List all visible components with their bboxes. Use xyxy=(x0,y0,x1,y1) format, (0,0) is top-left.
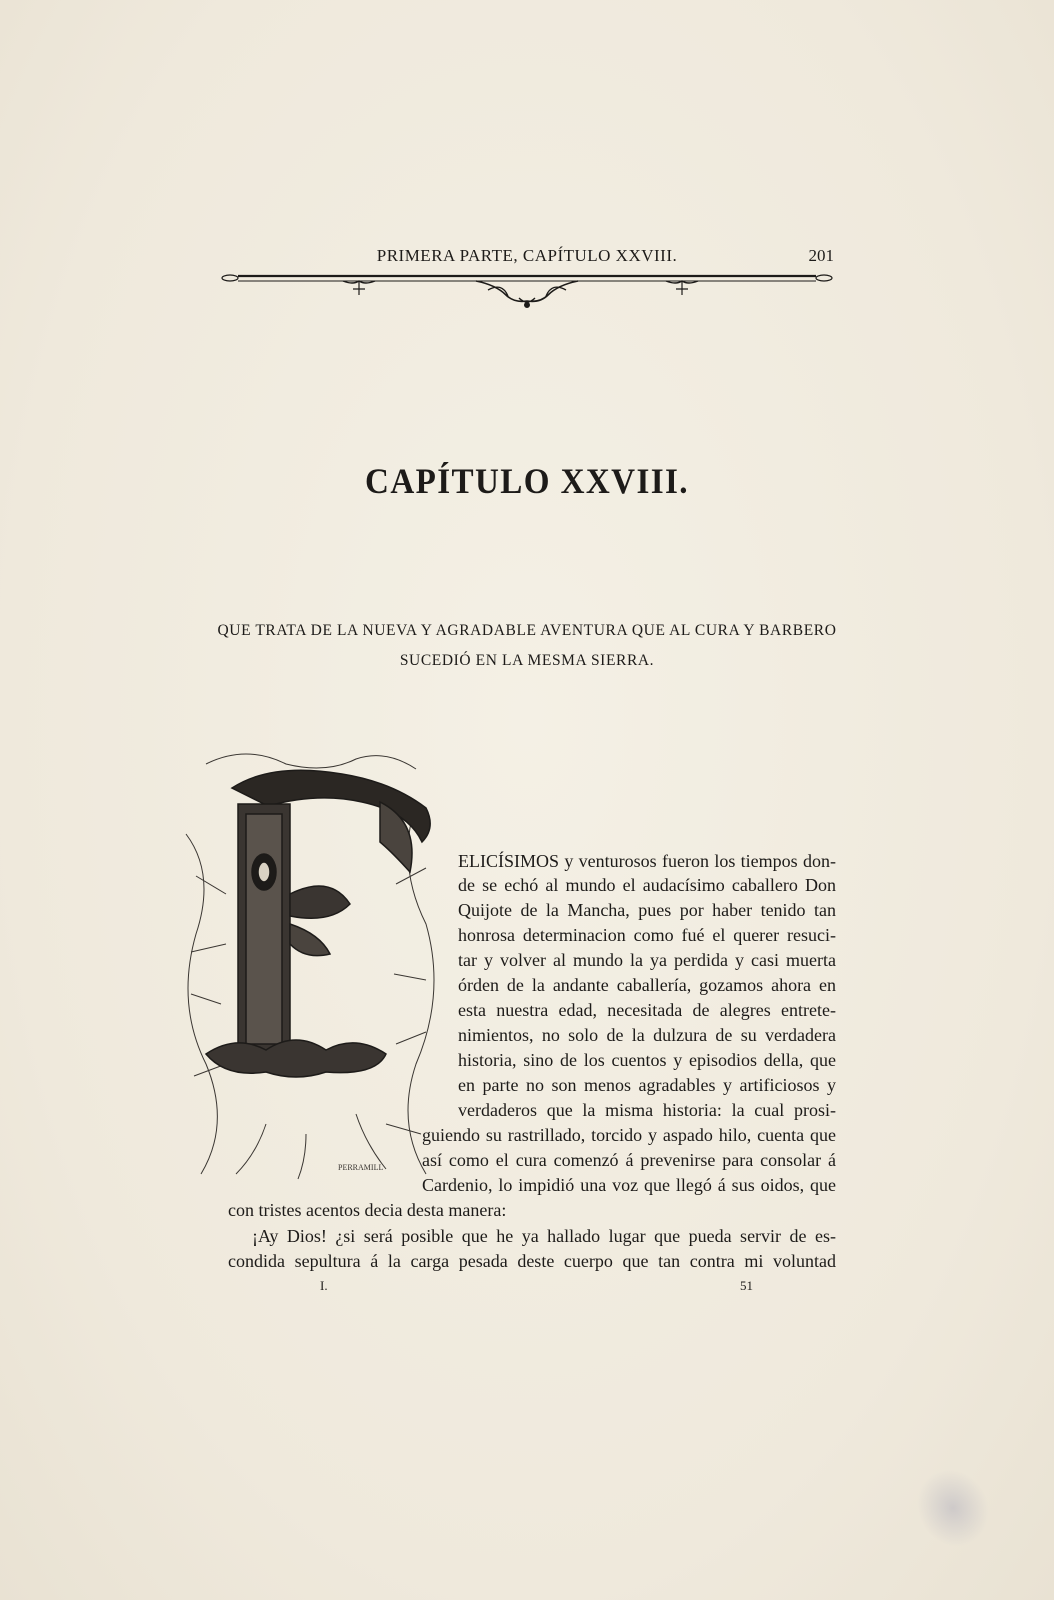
gathering-number: 51 xyxy=(740,1278,753,1293)
chapter-title: CAPÍTULO XXVIII. xyxy=(365,461,689,501)
body-line: historia, sino de los cuentos y episodios della, que xyxy=(458,1050,836,1070)
body-line: condida sepultura á la carga pesada deste cuerpo que tan contra mi voluntad xyxy=(228,1251,836,1271)
body-line: verdaderos que la misma historia: la cual prosi- xyxy=(458,1100,836,1120)
page-number: 201 xyxy=(808,246,834,265)
body-line: nimientos, no solo de la dulzura de su verdadera xyxy=(458,1025,836,1045)
body-line: tar y volver al mundo la ya perdida y casi muerta xyxy=(458,950,836,970)
body-line: guiendo su rastrillado, torcido y aspado hilo, cuenta que xyxy=(422,1125,836,1145)
body-line: con tristes acentos decia desta manera: xyxy=(228,1200,507,1220)
signature-mark: I. xyxy=(320,1278,328,1293)
subtitle-line: QUE TRATA DE LA NUEVA Y AGRADABLE AVENTURA QUE AL CURA Y BARBERO xyxy=(217,622,837,639)
body-line: ELICÍSIMOS y venturosos fueron los tiempos don- xyxy=(458,851,836,871)
paper-stain xyxy=(903,1456,1004,1560)
running-head-title: PRIMERA PARTE, CAPÍTULO XXVIII. xyxy=(376,246,678,265)
running-head xyxy=(220,246,834,270)
body-line: honrosa determinacion como fué el querer resuci- xyxy=(458,925,836,945)
chapter-subtitle xyxy=(200,616,854,676)
body-line: esta nuestra edad, necesitada de alegres entrete- xyxy=(458,1000,836,1020)
body-line: en parte no son menos agradables y artificiosos y xyxy=(458,1075,836,1095)
body-line: Quijote de la Mancha, pues por haber tenido tan xyxy=(458,900,836,920)
body-line: así como el cura comenzó á prevenirse para consolar á xyxy=(422,1150,836,1170)
decorated-initial-illustration xyxy=(166,744,450,1190)
illustrator-signature: PERRAMILL xyxy=(338,1163,384,1172)
body-line: de se echó al mundo el audacísimo caballero Don xyxy=(458,875,836,895)
subtitle-line: SUCEDIÓ EN LA MESMA SIERRA. xyxy=(399,652,655,669)
body-line: órden de la andante caballería, gozamos ahora en xyxy=(458,975,836,995)
body-line: Cardenio, lo impidió una voz que llegó á sus oidos, que xyxy=(422,1175,836,1195)
header-ornament xyxy=(218,272,836,314)
body-line: ¡Ay Dios! ¿si será posible que he ya hallado lugar que pueda servir de es- xyxy=(252,1226,836,1246)
